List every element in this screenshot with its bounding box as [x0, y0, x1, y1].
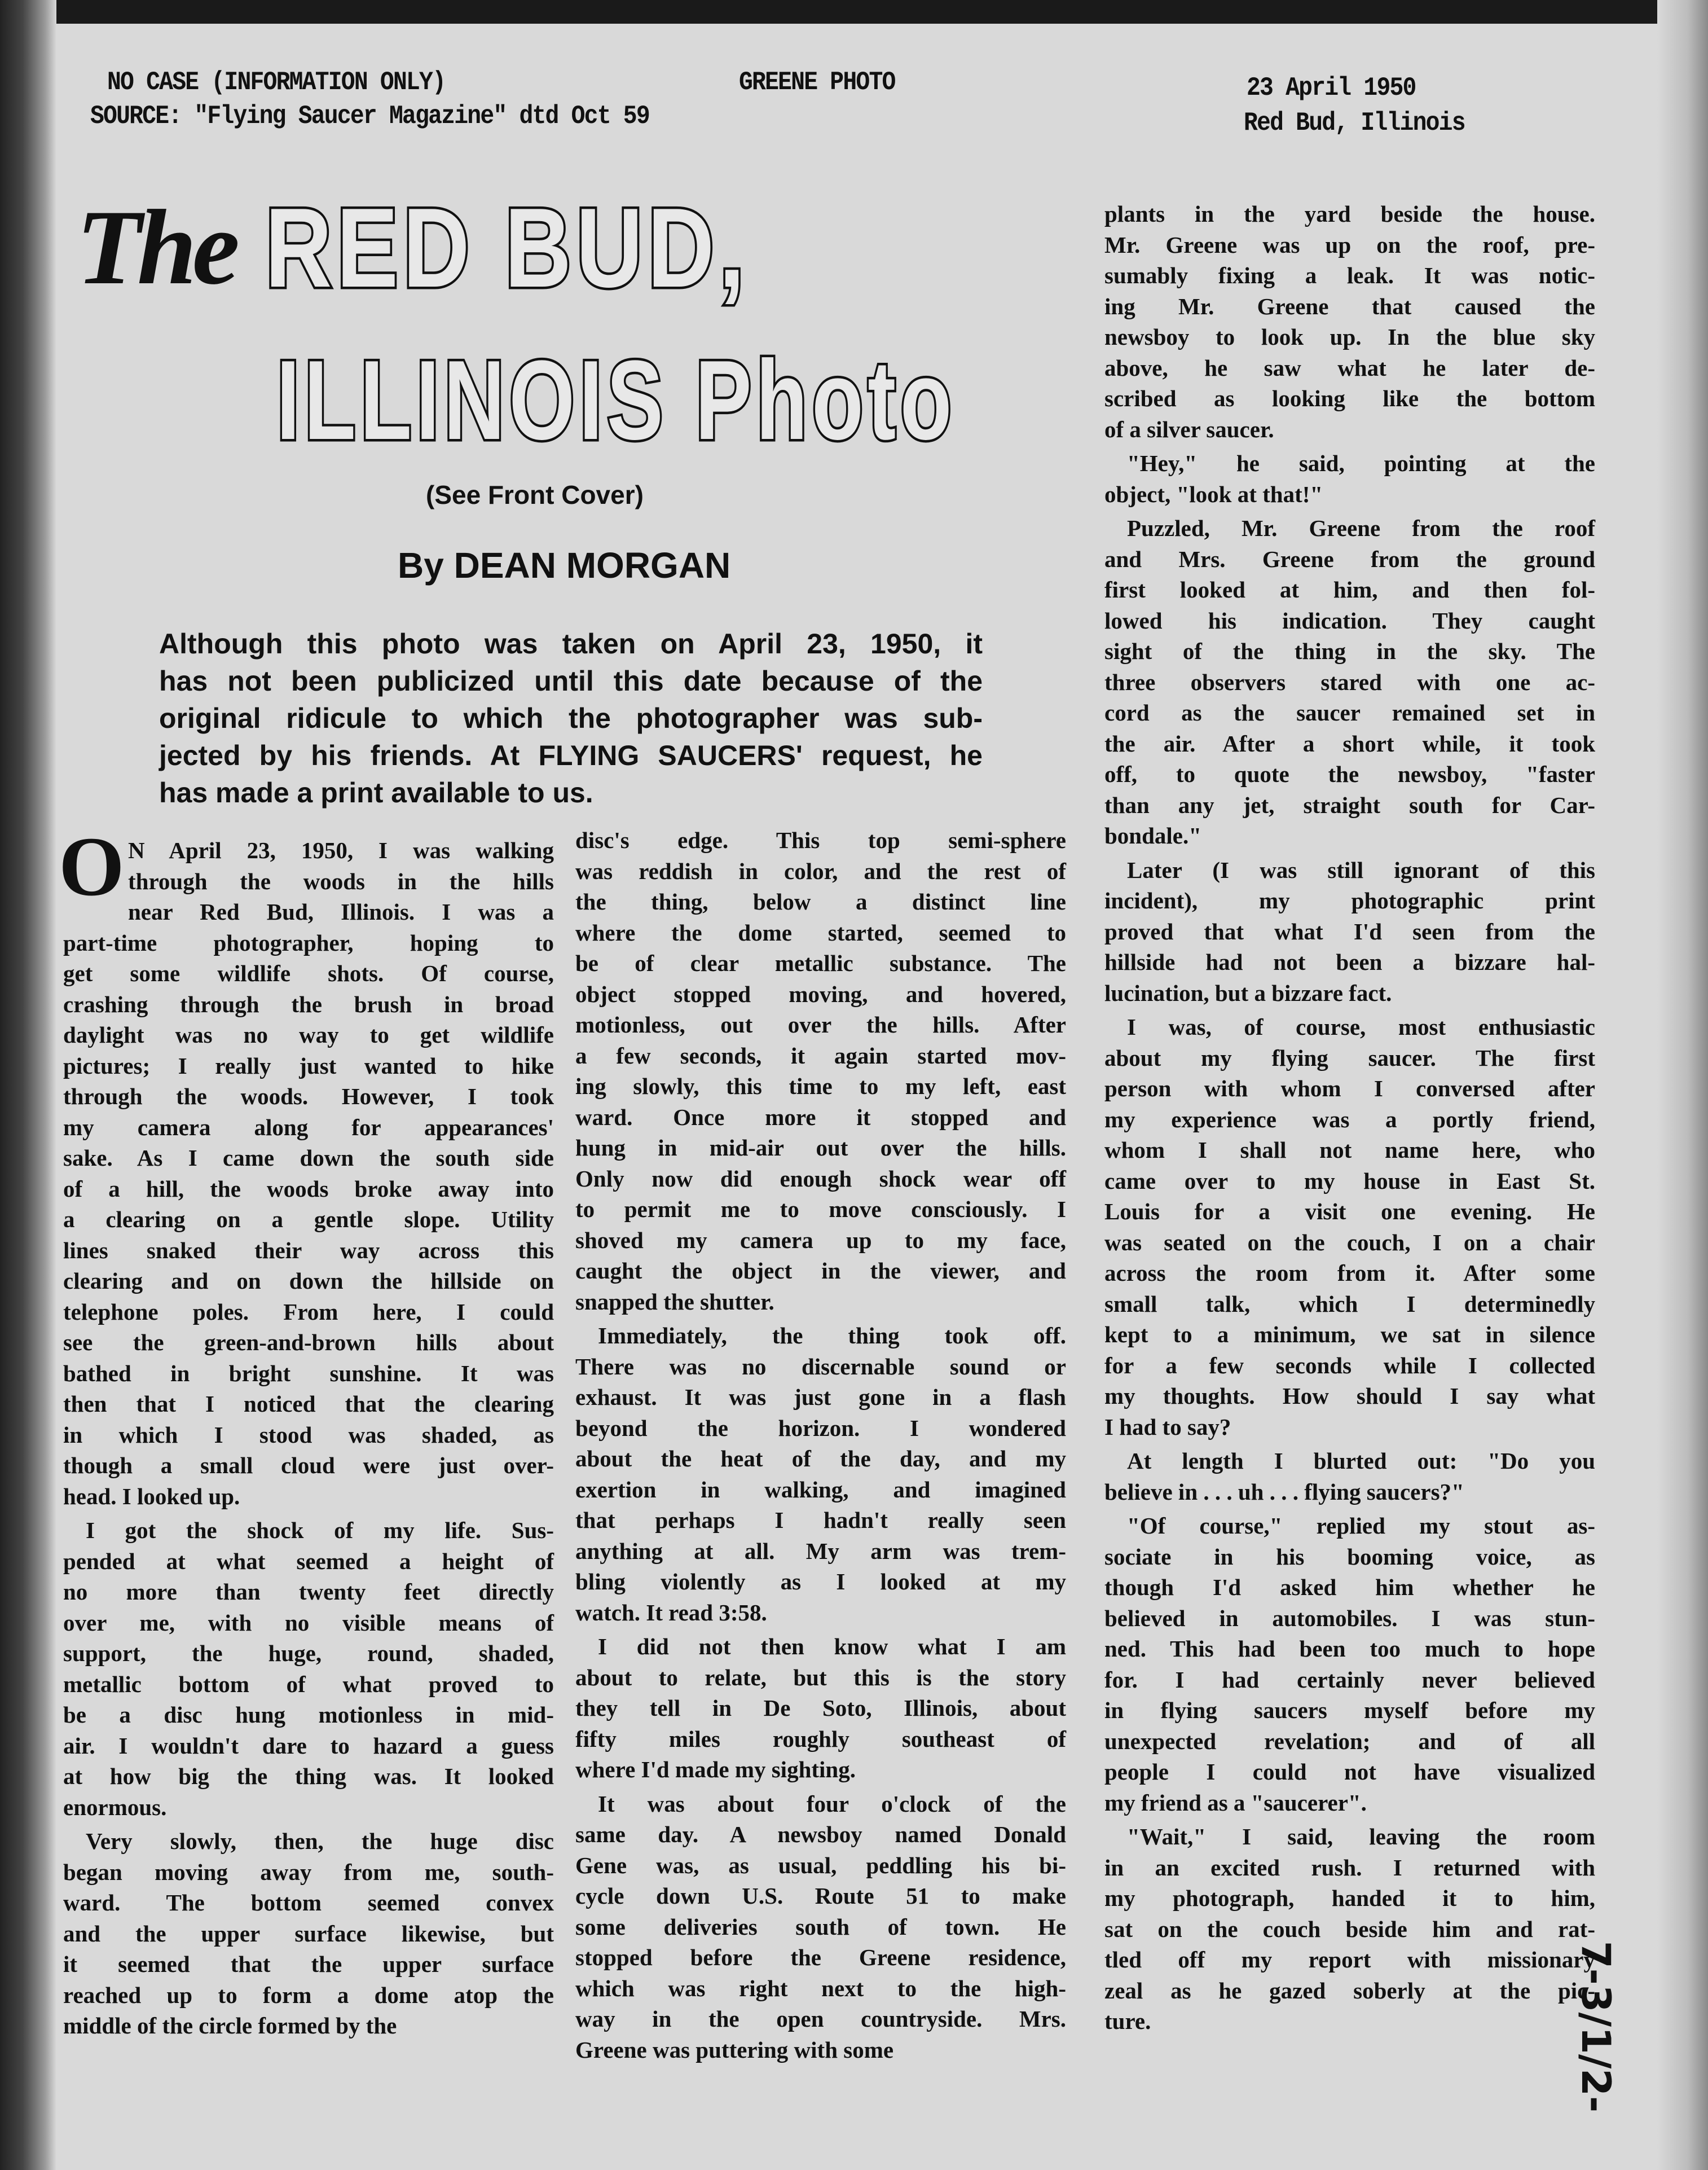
article-line: where I'd made my sighting. [575, 1756, 856, 1782]
article-line: scribed as looking like the bottom [1104, 385, 1595, 411]
article-line: near Red Bud, Illinois. I was a [128, 899, 554, 925]
document-subject: GREENE PHOTO [739, 68, 895, 97]
article-line: motionless, out over the hills. After [575, 1012, 1066, 1038]
article-line: shoved my camera up to my face, [575, 1227, 1066, 1253]
article-line: snapped the shutter. [575, 1288, 774, 1315]
article-line: be a disc hung motionless in mid- [63, 1702, 554, 1728]
intro-line: Although this photo was taken on April 23, 1950, it [159, 628, 983, 660]
article-line: the air. After a short while, it took [1104, 730, 1595, 757]
title-line-2: ILLINOIS Photo [276, 337, 956, 463]
article-line: Later (I was still ignorant of this [1127, 856, 1595, 883]
article-line: my friend as a "saucerer". [1104, 1789, 1367, 1816]
article-line: across the room from it. After some [1104, 1260, 1595, 1286]
article-line: sumably fixing a leak. It was notic- [1104, 262, 1595, 288]
article-line: at how big the thing was. It looked [63, 1763, 554, 1789]
column-middle [575, 825, 1066, 2065]
article-line: no more than twenty feet directly [63, 1579, 554, 1605]
article-line: N April 23, 1950, I was walking [128, 837, 554, 863]
article-line: Only now did enough shock wear off [575, 1165, 1066, 1192]
article-line: was reddish in color, and the rest of [575, 858, 1066, 884]
article-line: fifty miles roughly southeast of [575, 1725, 1066, 1752]
article-line: then that I noticed that the clearing [63, 1391, 554, 1417]
article-line: ing slowly, this time to my left, east [575, 1073, 1066, 1099]
article-line: through the woods. However, I took [63, 1083, 554, 1109]
article-line: my photograph, handed it to him, [1104, 1885, 1595, 1911]
article-line: newsboy to look up. In the blue sky [1104, 324, 1595, 350]
article-line: I was, of course, most enthusiastic [1127, 1014, 1595, 1040]
article-line: same day. A newsboy named Donald [575, 1821, 1066, 1847]
article-line: believed in automobiles. I was stun- [1104, 1605, 1595, 1631]
title-line-1: RED BUD, [265, 185, 750, 311]
article-line: "Hey," he said, pointing at the [1127, 450, 1595, 476]
article-line: ture. [1104, 2008, 1151, 2034]
article-line: object stopped moving, and hovered, [575, 981, 1066, 1007]
article-line: they tell in De Soto, Illinois, about [575, 1695, 1066, 1721]
article-line: began moving away from me, south- [63, 1859, 554, 1885]
article-line: air. I wouldn't dare to hazard a guess [63, 1732, 554, 1759]
article-line: that perhaps I hadn't really seen [575, 1507, 1066, 1533]
intro-line: has not been publicized until this date because of the [159, 665, 983, 697]
document-location: Red Bud, Illinois [1244, 108, 1465, 138]
article-line: came over to my house in East St. [1104, 1167, 1595, 1194]
article-line: for a few seconds while I collected [1104, 1352, 1595, 1378]
column-right [1104, 199, 1595, 2037]
article-line: watch. It read 3:58. [575, 1599, 767, 1626]
article-line: in an excited rush. I returned with [1104, 1854, 1595, 1881]
intro-line: has made a print available to us. [159, 777, 593, 809]
article-line: than any jet, straight south for Car- [1104, 792, 1595, 818]
article-line: cord as the saucer remained set in [1104, 700, 1595, 726]
article-line: ned. This had been too much to hope [1104, 1636, 1595, 1662]
article-line: unexpected revelation; and of all [1104, 1728, 1595, 1754]
article-line: above, he saw what he later de- [1104, 354, 1595, 381]
article-line: people I could not have visualized [1104, 1759, 1595, 1785]
article-line: way in the open countryside. Mrs. [575, 2006, 1066, 2032]
scan-left-edge [0, 0, 56, 2170]
article-line: lucination, but a bizzare fact. [1104, 979, 1392, 1006]
article-line: Louis for a visit one evening. He [1104, 1198, 1595, 1224]
article-line: lowed his indication. They caught [1104, 607, 1595, 634]
article-line: pended at what seemed a height of [63, 1548, 554, 1574]
article-line: in flying saucers myself before my [1104, 1697, 1595, 1723]
article-line: incident), my photographic print [1104, 888, 1595, 913]
article-line: person with whom I conversed after [1104, 1075, 1595, 1101]
scan-top-border [0, 0, 1708, 24]
article-line: proved that what I'd seen from the [1104, 918, 1595, 945]
see-front-cover: (See Front Cover) [426, 480, 644, 509]
article-line: caught the object in the viewer, and [575, 1258, 1066, 1284]
intro-line: jected by his friends. At FLYING SAUCERS' request, he [159, 740, 983, 771]
article-line: about my flying saucer. The first [1104, 1044, 1595, 1071]
article-line: my thoughts. How should I say what [1104, 1383, 1595, 1409]
article-line: middle of the circle formed by the [63, 2013, 397, 2039]
article-line: beyond the horizon. I wondered [575, 1415, 1066, 1441]
article-line: enormous. [63, 1794, 167, 1820]
article-line: ward. Once more it stopped and [575, 1104, 1066, 1130]
case-label: NO CASE (INFORMATION ONLY) [107, 68, 446, 97]
title-the: The [76, 188, 236, 307]
article-line: plants in the yard beside the house. [1104, 201, 1595, 227]
article-line: some deliveries south of town. He [575, 1913, 1066, 1940]
article-line: it seemed that the upper surface [63, 1951, 554, 1977]
article-line: through the woods in the hills [128, 868, 554, 894]
article-line: stopped before the Greene residence, [575, 1944, 1066, 1970]
article-line: which was right next to the high- [575, 1975, 1066, 2001]
article-line: ward. The bottom seemed convex [63, 1890, 554, 1916]
article-line: was seated on the couch, I on a chair [1104, 1229, 1595, 1255]
article-line: sake. As I came down the south side [63, 1145, 554, 1171]
article-line: bondale." [1104, 823, 1202, 849]
article-line: hung in mid-air out over the hills. [575, 1135, 1066, 1161]
article-line: lines snaked their way across this [63, 1237, 554, 1263]
article-line: crashing through the brush in broad [63, 991, 554, 1017]
article-line: get some wildlife shots. Of course, [63, 960, 554, 986]
article-line: whom I shall not name here, who [1104, 1137, 1595, 1163]
article-line: I got the shock of my life. Sus- [86, 1517, 554, 1543]
article-line: anything at all. My arm was trem- [575, 1538, 1066, 1564]
article-line: for. I had certainly never believed [1104, 1666, 1595, 1693]
article-line: to permit me to move consciously. I [575, 1196, 1066, 1222]
article-line: Puzzled, Mr. Greene from the roof [1127, 515, 1595, 541]
article-line: part-time photographer, hoping to [63, 929, 554, 956]
article-line: head. I looked up. [63, 1483, 240, 1509]
article-line: There was no discernable sound or [575, 1353, 1066, 1380]
column-left [59, 820, 554, 2041]
article-line: clearing and on down the hillside on [63, 1268, 554, 1294]
intro-line: original ridicule to which the photographer was sub- [159, 702, 983, 734]
article-line: of a hill, the woods broke away into [63, 1175, 554, 1202]
article-line: Gene was, as usual, peddling his bi- [575, 1852, 1066, 1878]
article-line: the thing, below a distinct line [575, 889, 1066, 915]
article-line: a clearing on a gentle slope. Utility [63, 1206, 554, 1232]
article-line: bathed in bright sunshine. It was [63, 1360, 554, 1386]
article-line: over me, with no visible means of [63, 1609, 554, 1636]
scan-right-edge [1657, 0, 1708, 2170]
article-line: in which I stood was shaded, as [63, 1421, 554, 1448]
article-line: sat on the couch beside him and rat- [1104, 1916, 1595, 1942]
article-line: metallic bottom of what proved to [63, 1671, 554, 1697]
article-line: pictures; I really just wanted to hike [63, 1052, 554, 1079]
article-line: small talk, which I determinedly [1104, 1290, 1595, 1317]
article-line: though I'd asked him whether he [1104, 1574, 1595, 1600]
article-line: reached up to form a dome atop the [63, 1982, 554, 2008]
article-line: telephone poles. From here, I could [63, 1298, 554, 1325]
article-line: Immediately, the thing took off. [598, 1323, 1066, 1348]
article-line: I had to say? [1104, 1413, 1231, 1440]
article-line: see the green-and-brown hills about [63, 1329, 554, 1355]
article-line: "Wait," I said, leaving the room [1127, 1824, 1595, 1850]
article-line: though a small cloud were just over- [63, 1452, 554, 1478]
article-line: disc's edge. This top semi-sphere [575, 827, 1066, 853]
article-line: cycle down U.S. Route 51 to make [575, 1883, 1066, 1909]
article-line: where the dome started, seemed to [575, 919, 1066, 946]
article-line: Very slowly, then, the huge disc [86, 1828, 554, 1854]
article-line: a few seconds, it again started mov- [575, 1042, 1066, 1069]
article-line: daylight was no way to get wildlife [63, 1022, 554, 1048]
handwritten-note: 7-3/1/2- [1573, 1941, 1619, 2113]
article-line: ing Mr. Greene that caused the [1104, 293, 1595, 319]
article-line: Greene was puttering with some [575, 2036, 894, 2063]
article-line: first looked at him, and then fol- [1104, 577, 1595, 603]
article-line: Mr. Greene was up on the roof, pre- [1104, 231, 1595, 258]
drop-cap: O [59, 820, 125, 913]
article-line: At length I blurted out: "Do you [1127, 1448, 1595, 1474]
article-line: tled off my report with missionary [1104, 1947, 1595, 1973]
article-line: and Mrs. Greene from the ground [1104, 546, 1595, 572]
article-line: It was about four o'clock of the [598, 1790, 1066, 1817]
intro-paragraph [159, 625, 983, 811]
article-line: believe in . . . uh . . . flying saucers?" [1104, 1478, 1464, 1505]
article-line: kept to a minimum, we sat in silence [1104, 1321, 1595, 1347]
byline: By DEAN MORGAN [398, 545, 731, 586]
article-line: zeal as he gazed soberly at the pic- [1104, 1977, 1595, 2004]
article-line: sociate in his booming voice, as [1104, 1543, 1595, 1570]
article-line: I did not then know what I am [598, 1633, 1066, 1659]
article-line: sight of the thing in the sky. The [1104, 638, 1595, 664]
article-line: "Of course," replied my stout as- [1127, 1513, 1595, 1539]
article-line: about to relate, but this is the story [575, 1664, 1066, 1690]
source-label: SOURCE: "Flying Saucer Magazine" dtd Oct 59 [90, 102, 649, 131]
document-date: 23 April 1950 [1247, 73, 1416, 103]
article-line: three observers stared with one ac- [1104, 669, 1595, 695]
article-line: of a silver saucer. [1104, 416, 1274, 442]
article-line: bling violently as I looked at my [575, 1569, 1066, 1594]
article-line: hillside had not been a bizzare hal- [1104, 949, 1595, 975]
article-line: exhaust. It was just gone in a flash [575, 1384, 1066, 1410]
article-line: about the heat of the day, and my [575, 1446, 1066, 1471]
article-line: exertion in walking, and imagined [575, 1476, 1066, 1503]
article-line: and the upper surface likewise, but [63, 1920, 554, 1947]
article-line: off, to quote the newsboy, "faster [1104, 761, 1595, 787]
article-line: object, "look at that!" [1104, 481, 1323, 507]
article-line: support, the huge, round, shaded, [63, 1640, 554, 1666]
article-line: my experience was a portly friend, [1104, 1106, 1595, 1132]
article-line: my camera along for appearances' [63, 1114, 554, 1140]
article-line: be of clear metallic substance. The [575, 950, 1066, 976]
